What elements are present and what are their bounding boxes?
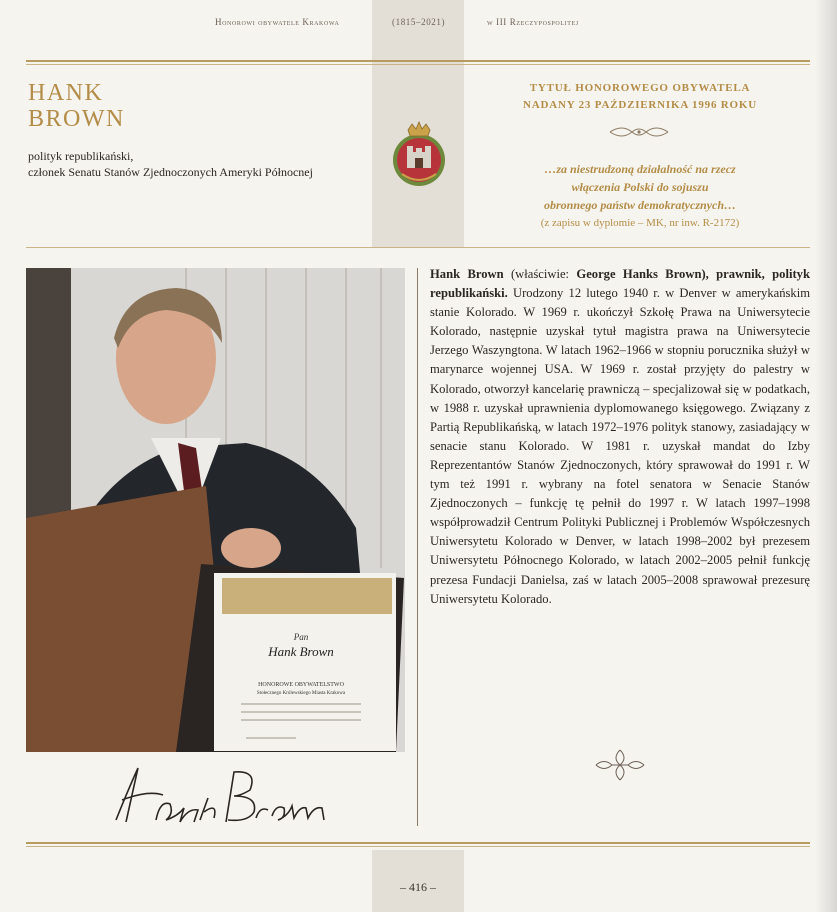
running-header-middle: (1815–2021) xyxy=(392,17,446,27)
quote-source: (z zapisu w dyplomie – MK, nr inw. R-2172) xyxy=(540,217,740,229)
diploma-name: Hank Brown xyxy=(268,644,334,659)
running-header xyxy=(0,17,837,33)
bio-text: Urodzony 12 lutego 1940 r. w Denver w amerykańskim stanie Kolorado. W 1969 r. ukończył Szkołę Prawa na Uniwersytecie Kolorado, następnie uzyskał tytuł magistra prawa na Uniwersytecie Jerzego Waszyngtona. W latach 1962–1966 w stopniu porucznika służył w marynarce wojennej USA. W 1969 r. został przyjęty do palestry w Kolorado, otworzył kancelarię prawniczą – specjalizował się w podatkach, w 1988 r. uzyskał uprawnienia dyplomowanego księgowego. Związany z Partią Republikańską, w latach 1972–1976 polityk stanowy, zasiadający w senacie stanu Kolorado. W 1981 r. uzyskał mandat do Izby Reprezentantów Stanów Zjednoczonych, który sprawował do 1991 r. W tym też 1991 r. wybrany na fotel senatora w Senacie Stanów Zjednoczonych – funkcję tę pełnił do 1997 r. W latach 1997–1998 współprowadził Centrum Polityki Publicznej i Problemów Współczesnych Uniwersytetu Kolorado w Denver, w latach 1998–2002 był prezesem Uniwersytetu Północnego Kolorado, w latach 2002–2005 pełnił funkcję prezesa Fundacji Danielsa, zaś w latach 2005–2008 sprawował prezesurę Uniwersytetu Kolorado. xyxy=(430,286,810,606)
honor-title-line-1: TYTUŁ HONOROWEGO OBYWATELA xyxy=(529,82,751,94)
honor-title-line-2: NADANY 23 PAŹDZIERNIKA 1996 ROKU xyxy=(523,99,757,111)
column-divider xyxy=(417,268,418,826)
mid-rule xyxy=(26,247,810,248)
end-ornament-icon xyxy=(594,748,646,782)
krakow-coat-of-arms-icon xyxy=(388,120,450,190)
bio-paren: (właściwie: xyxy=(503,267,577,281)
quote-line-1: …za niestrudzoną działalność na rzecz xyxy=(544,162,736,176)
gutter-shadow xyxy=(815,0,837,912)
person-name xyxy=(28,80,125,132)
bottom-rule xyxy=(26,842,810,844)
person-role xyxy=(28,148,368,180)
top-rule-thin xyxy=(26,64,810,65)
bottom-rule-thin xyxy=(26,846,810,847)
name-line-1: HANK xyxy=(28,80,104,106)
role-line-1: polityk republikański, xyxy=(28,149,134,163)
honor-title xyxy=(490,80,790,114)
portrait-photo xyxy=(26,268,405,752)
top-rule xyxy=(26,60,810,62)
bio-full-name: George Hanks Brown xyxy=(576,267,702,281)
quote-line-2: włączenia Polski do sojuszu xyxy=(571,180,709,194)
bio-lead-tail: ), prawnik, polityk republikański. xyxy=(430,267,810,301)
diploma-heading-1: HONOROWE OBYWATELSTWO xyxy=(258,682,344,688)
running-header-right: w III Rzeczypospolitej xyxy=(487,17,579,27)
swirl-ornament-icon xyxy=(608,123,670,141)
signature xyxy=(108,760,338,830)
running-header-left: Honorowi obywatele Krakowa xyxy=(215,17,340,27)
diploma-quote xyxy=(495,160,785,214)
bio-name: Hank Brown xyxy=(430,267,504,281)
diploma-greeting: Pan xyxy=(293,632,309,642)
page-number: – 416 – xyxy=(400,880,436,894)
name-line-2: BROWN xyxy=(28,106,125,132)
biography xyxy=(430,265,810,609)
diploma-heading-2: Stołecznego Królewskiego Miasta Krakowa xyxy=(256,691,346,696)
role-line-2: członek Senatu Stanów Zjednoczonych Ameryki Północnej xyxy=(28,165,313,179)
quote-line-3: obronnego państw demokratycznych… xyxy=(543,198,736,212)
